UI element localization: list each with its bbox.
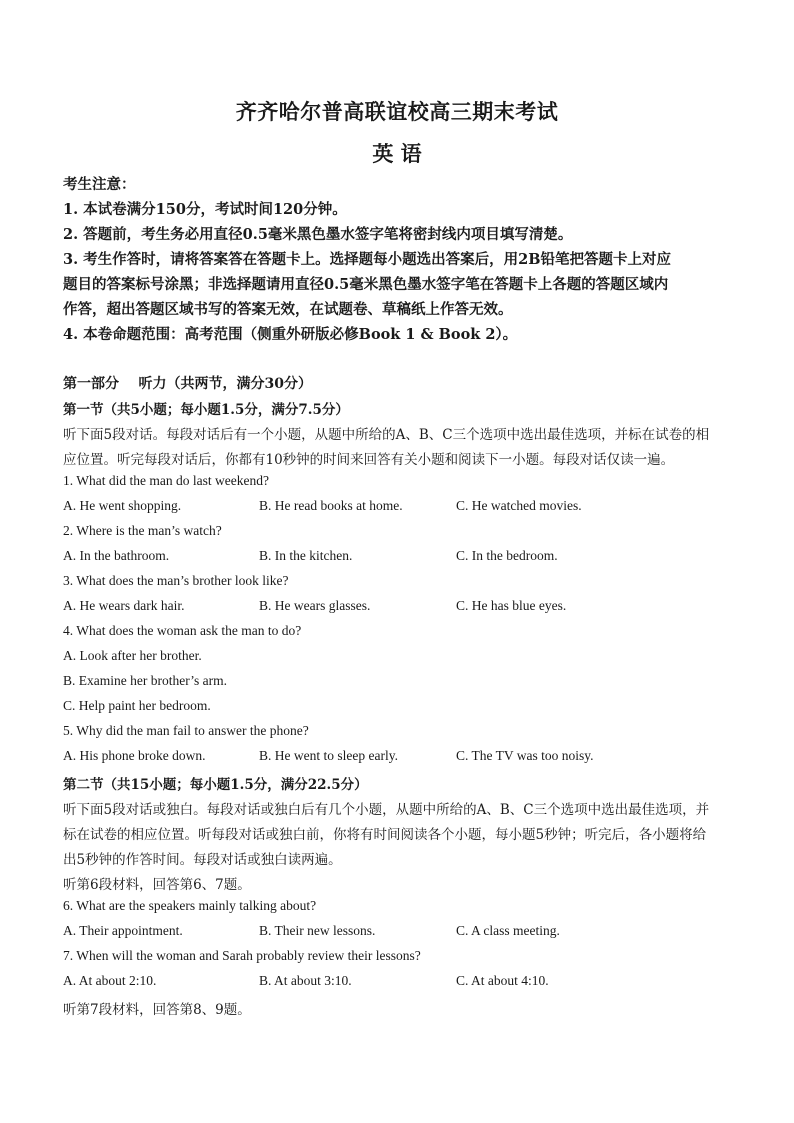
section1-heading: 第一节（共5小题；每小题1.5分，满分7.5分） xyxy=(63,402,349,418)
q1-option-c: C. He watched movies. xyxy=(456,498,582,513)
section1-instruction-2: 应位置。听完每段对话后，你都有10秒钟的时间来回答有关小题和阅读下一小题。每段对话仅读一遍。 xyxy=(63,452,675,468)
section2-heading: 第二节（共15小题；每小题1.5分，满分22.5分） xyxy=(63,777,368,793)
question-2: 2. Where is the man’s watch? xyxy=(63,523,222,538)
question-4: 4. What does the woman ask the man to do? xyxy=(63,623,302,638)
question-7: 7. When will the woman and Sarah probably review their lessons? xyxy=(63,948,421,963)
section2-instruction-1: 听下面5段对话或独白。每段对话或独白后有几个小题，从题中所给的A、B、C三个选项中选出最佳选项，并 xyxy=(63,802,710,818)
section2-instruction-3: 出5秒钟的作答时间。每段对话或独白读两遍。 xyxy=(63,852,342,868)
material-7-label: 听第7段材料，回答第8、9题。 xyxy=(63,1002,251,1018)
q6-option-c: C. A class meeting. xyxy=(456,923,560,938)
q5-option-b: B. He went to sleep early. xyxy=(259,748,398,763)
q2-option-c: C. In the bedroom. xyxy=(456,548,558,563)
section2-instruction-2: 标在试卷的相应位置。听每段对话或独白前，你将有时间阅读各个小题，每小题5秒钟；听完后，各小题将给 xyxy=(63,827,707,843)
notice-item-1: 1. 本试卷满分150分，考试时间120分钟。 xyxy=(63,201,347,218)
question-5: 5. Why did the man fail to answer the phone? xyxy=(63,723,309,738)
question-6: 6. What are the speakers mainly talking about? xyxy=(63,898,317,913)
section1-instruction-1: 听下面5段对话。每段对话后有一个小题，从题中所给的A、B、C三个选项中选出最佳选项，并标在试卷的相 xyxy=(63,427,710,443)
exam-subject: 英 语 xyxy=(372,141,422,166)
notice-item-3: 3. 考生作答时，请将答案答在答题卡上。选择题每小题选出答案后，用2B铅笔把答题卡上对应 xyxy=(63,251,672,268)
q6-option-a: A. Their appointment. xyxy=(63,923,183,938)
notice-item-2: 2. 答题前，考生务必用直径0.5毫米黑色墨水签字笔将密封线内项目填写清楚。 xyxy=(63,226,573,243)
question-3: 3. What does the man’s brother look like? xyxy=(63,573,289,588)
material-6-label: 听第6段材料，回答第6、7题。 xyxy=(63,877,251,893)
q4-option-a: A. Look after her brother. xyxy=(63,648,202,663)
q4-option-b: B. Examine her brother’s arm. xyxy=(63,673,227,688)
q4-option-c: C. Help paint her bedroom. xyxy=(63,698,211,713)
q7-option-c: C. At about 4:10. xyxy=(456,973,549,988)
q3-option-c: C. He has blue eyes. xyxy=(456,598,567,613)
q1-option-a: A. He went shopping. xyxy=(63,498,182,513)
q3-option-a: A. He wears dark hair. xyxy=(63,598,185,613)
notice-item-3-cont-1: 题目的答案标号涂黑；非选择题请用直径0.5毫米黑色墨水签字笔在答题卡上各题的答题区域内 xyxy=(63,276,669,293)
q1-option-b: B. He read books at home. xyxy=(259,498,403,513)
part1-heading: 第一部分 听力（共两节，满分30分） xyxy=(63,376,312,392)
notice-item-3-cont-2: 作答，超出答题区域书写的答案无效，在试题卷、草稿纸上作答无效。 xyxy=(63,301,513,318)
q5-option-a: A. His phone broke down. xyxy=(63,748,206,763)
exam-title: 齐齐哈尔普高联谊校高三期末考试 xyxy=(235,99,559,124)
q5-option-c: C. The TV was too noisy. xyxy=(456,748,594,763)
question-1: 1. What did the man do last weekend? xyxy=(63,473,269,488)
q2-option-b: B. In the kitchen. xyxy=(259,548,353,563)
notice-item-4: 4. 本卷命题范围：高考范围（侧重外研版必修Book 1 & Book 2）。 xyxy=(63,326,518,343)
q7-option-b: B. At about 3:10. xyxy=(259,973,352,988)
q3-option-b: B. He wears glasses. xyxy=(259,598,371,613)
q2-option-a: A. In the bathroom. xyxy=(63,548,170,563)
notice-heading: 考生注意： xyxy=(63,176,136,193)
q7-option-a: A. At about 2:10. xyxy=(63,973,157,988)
q6-option-b: B. Their new lessons. xyxy=(259,923,376,938)
